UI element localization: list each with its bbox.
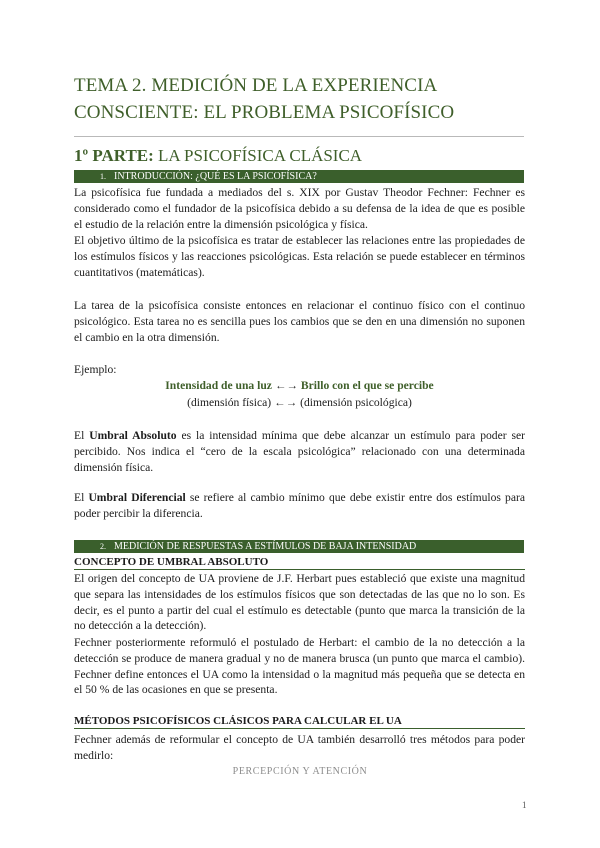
para4-pre: El bbox=[74, 429, 90, 442]
paragraph-differential-threshold bbox=[74, 490, 525, 522]
paragraph-absolute-threshold bbox=[74, 428, 525, 475]
example-dimensions: (dimensión física) ←→ (dimensión psicológica) bbox=[187, 396, 412, 409]
para5-pre: El bbox=[74, 491, 89, 504]
paragraph-task: La tarea de la psicofísica consiste entonces en relacionar el continuo físico con el continuo psicológico. Esta tarea no es sencilla pues los cambios que se den en una dimensión no suponen el cambio en la otra dimensión. bbox=[74, 299, 525, 344]
document-title: TEMA 2. MEDICIÓN DE LA EXPERIENCIA CONSCIENTE: EL PROBLEMA PSICOFÍSICO bbox=[74, 75, 455, 123]
section-1-header bbox=[74, 170, 524, 183]
differential-threshold-term: Umbral Diferencial bbox=[88, 491, 186, 504]
example-line bbox=[74, 378, 525, 394]
subheading-absolute-threshold: CONCEPTO DE UMBRAL ABSOLUTO bbox=[74, 555, 525, 570]
subheading-methods: MÉTODOS PSICOFÍSICOS CLÁSICOS PARA CALCULAR EL UA bbox=[74, 714, 525, 729]
section-2-header bbox=[74, 540, 524, 553]
absolute-threshold-term: Umbral Absoluto bbox=[89, 429, 177, 442]
example-psychological: Brillo con el que se percibe bbox=[300, 379, 434, 392]
example-physical: Intensidad de una luz bbox=[165, 379, 272, 392]
page-number: 1 bbox=[522, 800, 527, 810]
paragraph-intro: La psicofísica fue fundada a mediados del s. XIX por Gustav Theodor Fechner: Fechner es considerado como el fundador de la psicofísica debido a su defensa de la idea de que es posible el estudio de la relación entre la dimensión psicológica y física. bbox=[74, 186, 525, 231]
example-label: Ejemplo: bbox=[74, 363, 117, 376]
section-1-number: 1. bbox=[100, 172, 106, 181]
page-footer: PERCEPCIÓN Y ATENCIÓN bbox=[232, 766, 368, 777]
section-2-number: 2. bbox=[100, 542, 106, 551]
section-1-title: INTRODUCCIÓN: ¿QUÉ ES LA PSICOFÍSICA? bbox=[114, 171, 317, 182]
paragraph-ua-origin: El origen del concepto de UA proviene de J.F. Herbart pues estableció que existe una magnitud que separa las intensidades de los estímulos físicos que son detectadas de las que no lo son. Es decir, es el punto a partir del cual el estímulo es detectable (punto que marca la transición de la no detección a la detección). bbox=[74, 572, 525, 633]
para4-post: es la intensidad mínima que debe alcanzar un estímulo para poder ser percibido. Nos indica el “cero de la escala psicológica” relacionado con una determinada dimensión física. bbox=[74, 429, 526, 474]
part-prefix: 1º PARTE: bbox=[74, 146, 154, 165]
section-2-title: MEDICIÓN DE RESPUESTAS A ESTÍMULOS DE BAJA INTENSIDAD bbox=[114, 541, 417, 552]
example-arrow: ←→ bbox=[271, 379, 301, 392]
title-divider bbox=[74, 136, 524, 137]
paragraph-methods: Fechner además de reformular el concepto de UA también desarrolló tres métodos para poder medirlo: bbox=[74, 733, 525, 762]
para5-post: se refiere al cambio mínimo que debe existir entre dos estímulos para poder percibir la diferencia. bbox=[74, 491, 525, 520]
paragraph-objective: El objetivo último de la psicofísica es tratar de establecer las relaciones entre las propiedades de los estímulos físicos y las reacciones psicológicas. Esta relación se puede establecer en términos cuantitativos (matemáticas). bbox=[74, 234, 525, 279]
paragraph-fechner: Fechner posteriormente reformuló el postulado de Herbart: el cambio de la no detección a la detección se produce de manera gradual y no de manera brusca (un punto que marca el cambio). Fechner define entonces el UA como la intensidad o la magnitud más pequeña que se detecta en el 50 % de las ocasiones en que se presenta. bbox=[74, 636, 525, 697]
part-name: LA PSICOFÍSICA CLÁSICA bbox=[153, 146, 363, 165]
part-heading bbox=[74, 146, 362, 166]
